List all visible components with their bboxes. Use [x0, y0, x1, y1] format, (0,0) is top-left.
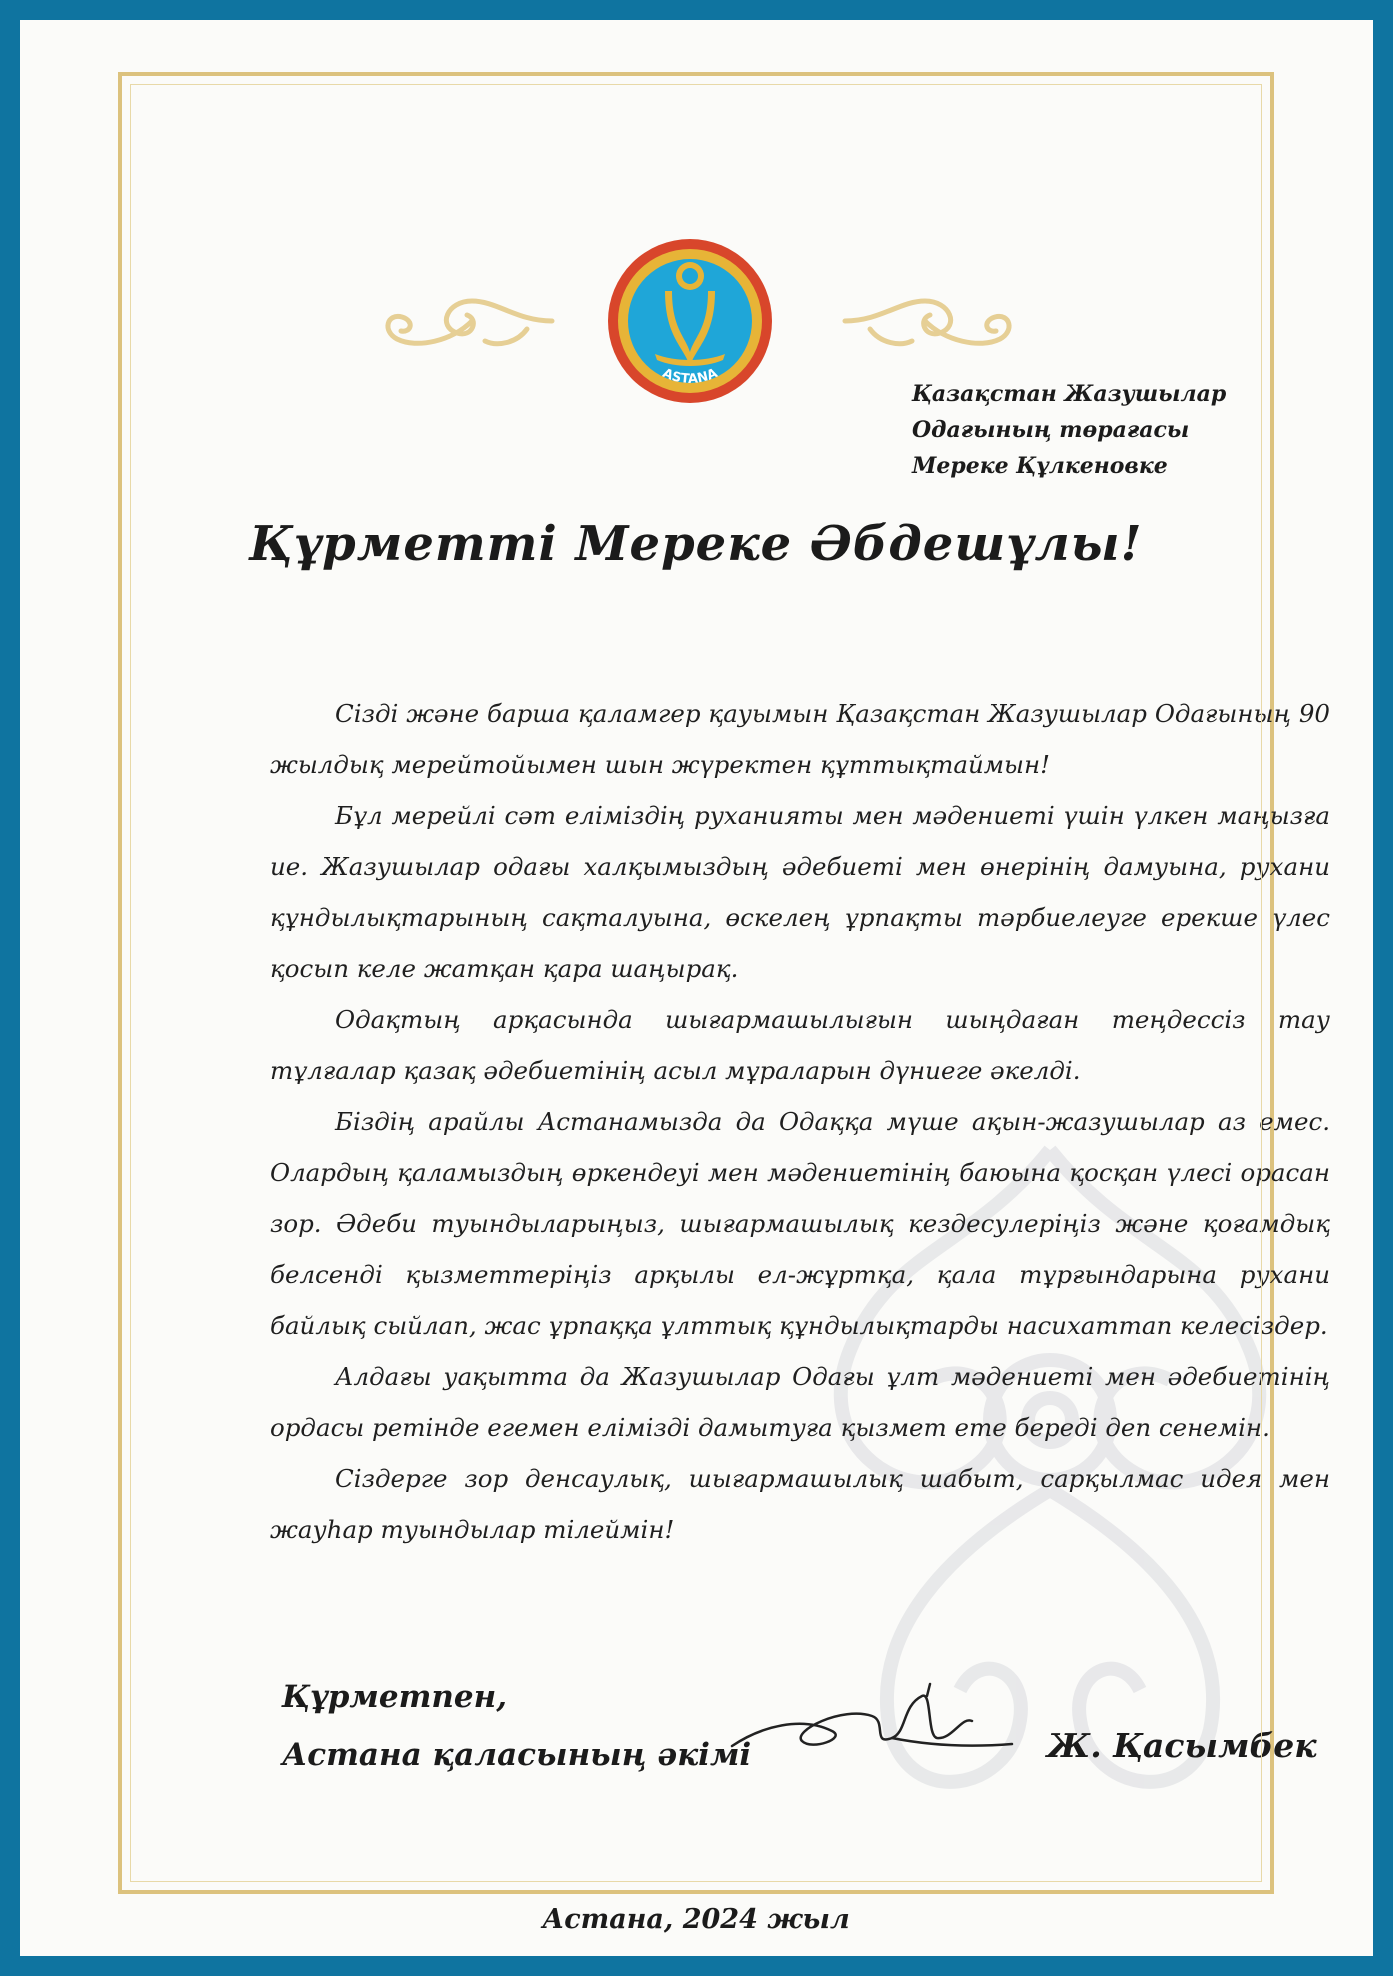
- body-paragraph: Біздің арайлы Астанамызда да Одаққа мүше ақын-жазушылар аз емес. Олардың қаламыздың өркендеуі мен мәдениетінің баюына қосқан үлесі орасан зор. Әдеби туындыларыңыз, шығармашылық кездесулеріңіз және қоғамдық белсенді қызметтеріңіз арқылы ел-жұртқа, қала тұрғындарына рухани байлық сыйлап, жас ұрпаққа ұлттық құндылықтарды насихаттап келесіздер.: [270, 1107, 1330, 1340]
- body-paragraph: Сізді және барша қаламгер қауымын Қазақстан Жазушылар Одағының 90 жылдық мерейтойымен шын жүректен құттықтаймын!: [270, 699, 1330, 779]
- astana-emblem-icon: [605, 236, 775, 406]
- recipient-line: Қазақстан Жазушылар: [912, 381, 1227, 407]
- flourish-left-icon: [377, 281, 557, 361]
- salutation: Құрметті Мереке Әбдешұлы!: [249, 516, 1143, 572]
- flourish-right-icon: [840, 281, 1020, 361]
- signer-name: Ж. Қасымбек: [1047, 1726, 1317, 1765]
- closing-line: Құрметпен,: [282, 1679, 508, 1715]
- recipient-block: [912, 376, 1242, 484]
- recipient-line: Одағының төрағасы: [912, 417, 1190, 443]
- letter-frame: [118, 72, 1330, 1935]
- letter-body: [270, 688, 1330, 1555]
- body-paragraph: Сіздерге зор денсаулық, шығармашылық шабыт, сарқылмас идея мен жауһар туындылар тілеймін!: [270, 1464, 1330, 1544]
- body-paragraph: Бұл мерейлі сәт еліміздің руханияты мен мәдениеті үшін үлкен маңызға ие. Жазушылар одағы халқымыздың әдебиеті мен өнерінің дамуына, рухани құндылықтарының сақталуына, өскелең ұрпақты тәрбиелеуге ерекше үлес қосып келе жатқан қара шаңырақ.: [270, 801, 1330, 983]
- letter-sheet: [20, 20, 1373, 1956]
- handwritten-signature-icon: [722, 1676, 1022, 1796]
- emblem-text: ASTANA: [660, 365, 720, 388]
- letterhead: [122, 176, 1270, 388]
- body-paragraph: Алдағы уақытта да Жазушылар Одағы ұлт мәдениеті мен әдебиетінің ордасы ретінде егемен елімізді дамытуға қызмет ете береді деп сенемін.: [270, 1362, 1330, 1442]
- closing-block: [282, 1668, 751, 1784]
- place-date: Астана, 2024 жыл: [542, 1904, 850, 1935]
- body-paragraph: Одақтың арқасында шығармашылығын шыңдаған теңдессіз тау тұлғалар қазақ әдебиетінің асыл мұраларын дүниеге әкелді.: [270, 1005, 1330, 1085]
- recipient-line: Мереке Құлкеновке: [912, 453, 1168, 479]
- closing-title: Астана қаласының әкімі: [282, 1737, 752, 1773]
